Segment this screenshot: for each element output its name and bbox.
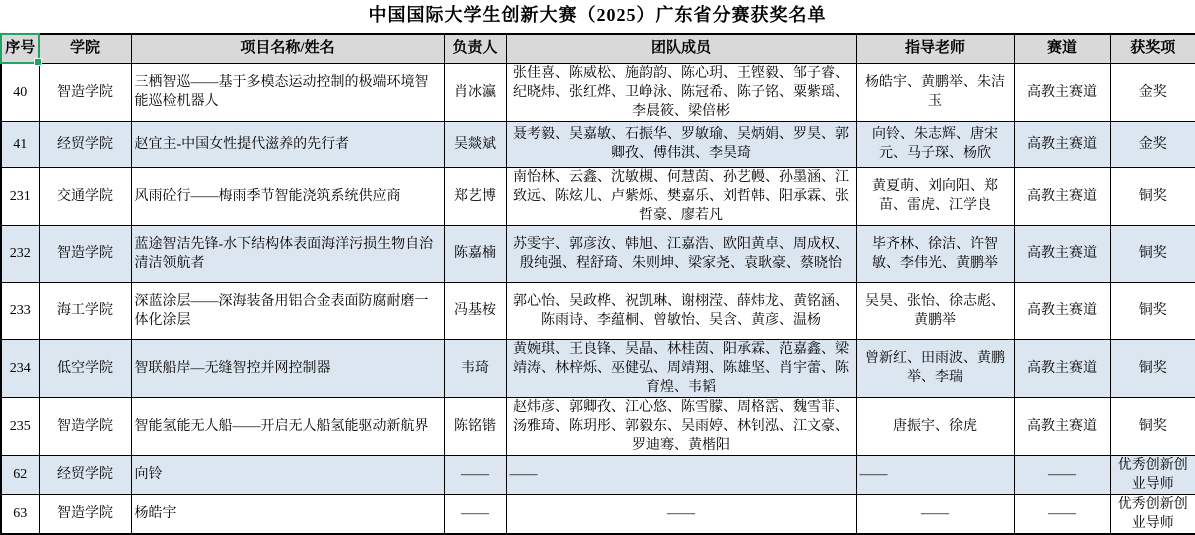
table-cell[interactable]: 智造学院 — [39, 494, 131, 534]
table-cell[interactable]: 优秀创新创业导师 — [1110, 494, 1195, 534]
table-cell[interactable]: 黄婉琪、王良锋、吴晶、林桂茵、阳承霖、范嘉鑫、梁靖涛、林梓烁、巫健弘、周靖翔、陈雄坚、肖宇蕾、陈育煌、韦韬 — [506, 339, 856, 397]
table-cell[interactable]: 智造学院 — [39, 397, 131, 455]
table-cell[interactable]: 向铃 — [131, 455, 444, 494]
table-row — [1, 455, 1195, 494]
table-cell[interactable]: 向铃、朱志辉、唐宋元、马子琛、杨欣 — [856, 121, 1014, 167]
table-cell[interactable]: 黄夏萌、刘向阳、郑苗、雷虎、江学良 — [856, 167, 1014, 225]
table-cell[interactable]: 41 — [1, 121, 39, 167]
table-cell[interactable]: 金奖 — [1110, 63, 1195, 121]
table-cell[interactable]: 铜奖 — [1110, 397, 1195, 455]
column-header-1[interactable]: 学院 — [39, 34, 131, 63]
table-cell[interactable]: —— — [1014, 494, 1110, 534]
table-cell[interactable]: 铜奖 — [1110, 225, 1195, 282]
table-cell[interactable]: 63 — [1, 494, 39, 534]
sheet-title[interactable]: 中国国际大学生创新大赛（2025）广东省分赛获奖名单 — [368, 5, 827, 25]
table-cell[interactable]: 深蓝涂层——深海装备用铝合金表面防腐耐磨一体化涂层 — [131, 282, 444, 339]
table-cell[interactable]: 蓝途智洁先锋-水下结构体表面海洋污损生物自治清洁领航者 — [131, 225, 444, 282]
table-cell[interactable]: 铜奖 — [1110, 339, 1195, 397]
table-cell[interactable]: 智造学院 — [39, 63, 131, 121]
column-header-2[interactable]: 项目名称/姓名 — [131, 34, 444, 63]
table-cell[interactable]: —— — [856, 455, 1014, 494]
table-cell[interactable]: —— — [444, 455, 506, 494]
table-cell[interactable]: 苏雯宇、郭彦汝、韩旭、江嘉浩、欧阳黄卓、周成权、殷纯强、程舒琦、朱则坤、梁家尧、袁耿豪、蔡晓怡 — [506, 225, 856, 282]
table-cell[interactable]: 233 — [1, 282, 39, 339]
table-cell[interactable]: 张佳喜、陈威松、施韵韵、陈心玥、王铿毅、邹子睿、纪晓炜、张红烨、卫峥泳、陈冠希、陈子铭、粟紫瑶、李晨筱、梁倍彬 — [506, 63, 856, 121]
column-header-7[interactable]: 获奖项 — [1110, 34, 1195, 63]
table-row — [1, 63, 1195, 121]
table-row — [1, 167, 1195, 225]
table-cell[interactable]: 智联船岸—无缝智控并网控制器 — [131, 339, 444, 397]
table-body — [1, 63, 1195, 534]
table-cell[interactable]: 聂考毅、吴嘉敏、石振华、罗敏瑜、吴炳娟、罗昊、郭卿孜、傅伟淇、李昊琦 — [506, 121, 856, 167]
table-cell[interactable]: 62 — [1, 455, 39, 494]
table-cell[interactable]: 235 — [1, 397, 39, 455]
table-row — [1, 282, 1195, 339]
table-cell[interactable]: 高教主赛道 — [1014, 167, 1110, 225]
table-cell[interactable]: —— — [506, 494, 856, 534]
table-cell[interactable]: 风雨砼行——梅雨季节智能浇筑系统供应商 — [131, 167, 444, 225]
table-cell[interactable]: 海工学院 — [39, 282, 131, 339]
table-cell[interactable]: 高教主赛道 — [1014, 121, 1110, 167]
table-cell[interactable]: 经贸学院 — [39, 455, 131, 494]
table-row — [1, 339, 1195, 397]
table-cell[interactable]: 曾新红、田雨波、黄鹏举、李瑞 — [856, 339, 1014, 397]
table-cell[interactable]: 经贸学院 — [39, 121, 131, 167]
table-cell[interactable]: 赵宜主-中国女性提代滋养的先行者 — [131, 121, 444, 167]
table-cell[interactable]: 231 — [1, 167, 39, 225]
table-cell[interactable]: 三栖智巡——基于多模态运动控制的极端环境智能巡检机器人 — [131, 63, 444, 121]
table-row — [1, 494, 1195, 534]
header-row — [1, 34, 1195, 63]
table-cell[interactable]: 高教主赛道 — [1014, 397, 1110, 455]
table-cell[interactable]: 陈铭锴 — [444, 397, 506, 455]
table-cell[interactable]: 杨皓宇 — [131, 494, 444, 534]
table-cell[interactable]: 40 — [1, 63, 39, 121]
table-cell[interactable]: —— — [506, 455, 856, 494]
column-header-0[interactable]: 序号 — [1, 34, 39, 63]
table-cell[interactable]: —— — [1014, 455, 1110, 494]
column-header-3[interactable]: 负责人 — [444, 34, 506, 63]
column-header-4[interactable]: 团队成员 — [506, 34, 856, 63]
table-row — [1, 397, 1195, 455]
table-cell[interactable]: 陈嘉楠 — [444, 225, 506, 282]
table-cell[interactable]: 郭心怡、吴政桦、祝凯琳、谢栩滢、薛炜龙、黄铭涵、陈雨诗、李蕴桐、曾敏怡、吴含、黄彦、温杨 — [506, 282, 856, 339]
column-header-6[interactable]: 赛道 — [1014, 34, 1110, 63]
table-cell[interactable]: 冯基桉 — [444, 282, 506, 339]
column-header-5[interactable]: 指导老师 — [856, 34, 1014, 63]
table-cell[interactable]: 韦琦 — [444, 339, 506, 397]
awards-table — [0, 33, 1195, 535]
table-cell[interactable]: 高教主赛道 — [1014, 225, 1110, 282]
table-cell[interactable]: 智造学院 — [39, 225, 131, 282]
table-cell[interactable]: 肖冰瀛 — [444, 63, 506, 121]
table-cell[interactable]: 赵炜彦、郭卿孜、江心悠、陈雪朦、周格霑、魏雪菲、汤雅琦、陈玥彤、郭毅东、吴雨婷、林钊泓、江文豪、罗迪骞、黄楷阳 — [506, 397, 856, 455]
table-cell[interactable]: 铜奖 — [1110, 282, 1195, 339]
table-cell[interactable]: 吴昊、张怡、徐志彪、黄鹏举 — [856, 282, 1014, 339]
table-cell[interactable]: 232 — [1, 225, 39, 282]
table-cell[interactable]: 吴燚斌 — [444, 121, 506, 167]
table-cell[interactable]: 低空学院 — [39, 339, 131, 397]
table-row — [1, 225, 1195, 282]
table-cell[interactable]: 郑艺博 — [444, 167, 506, 225]
table-cell[interactable]: —— — [856, 494, 1014, 534]
table-cell[interactable]: 金奖 — [1110, 121, 1195, 167]
table-cell[interactable]: 高教主赛道 — [1014, 339, 1110, 397]
table-row — [1, 121, 1195, 167]
table-cell[interactable]: 交通学院 — [39, 167, 131, 225]
table-cell[interactable]: 唐振宇、徐虎 — [856, 397, 1014, 455]
table-cell[interactable]: 铜奖 — [1110, 167, 1195, 225]
table-cell[interactable]: 234 — [1, 339, 39, 397]
table-cell[interactable]: 智能氢能无人船——开启无人船氢能驱动新航界 — [131, 397, 444, 455]
table-cell[interactable]: 高教主赛道 — [1014, 282, 1110, 339]
table-cell[interactable]: —— — [444, 494, 506, 534]
table-cell[interactable]: 高教主赛道 — [1014, 63, 1110, 121]
table-cell[interactable]: 杨皓宇、黄鹏举、朱洁玉 — [856, 63, 1014, 121]
table-cell[interactable]: 南怡林、云鑫、沈敏槻、何慧茵、孙艺幔、孙墨涵、江致远、陈炫儿、卢紫烁、樊嘉乐、刘哲韩、阳承霖、张哲豪、廖若凡 — [506, 167, 856, 225]
table-cell[interactable]: 毕齐林、徐洁、许智敏、李伟光、黄鹏举 — [856, 225, 1014, 282]
table-cell[interactable]: 优秀创新创业导师 — [1110, 455, 1195, 494]
